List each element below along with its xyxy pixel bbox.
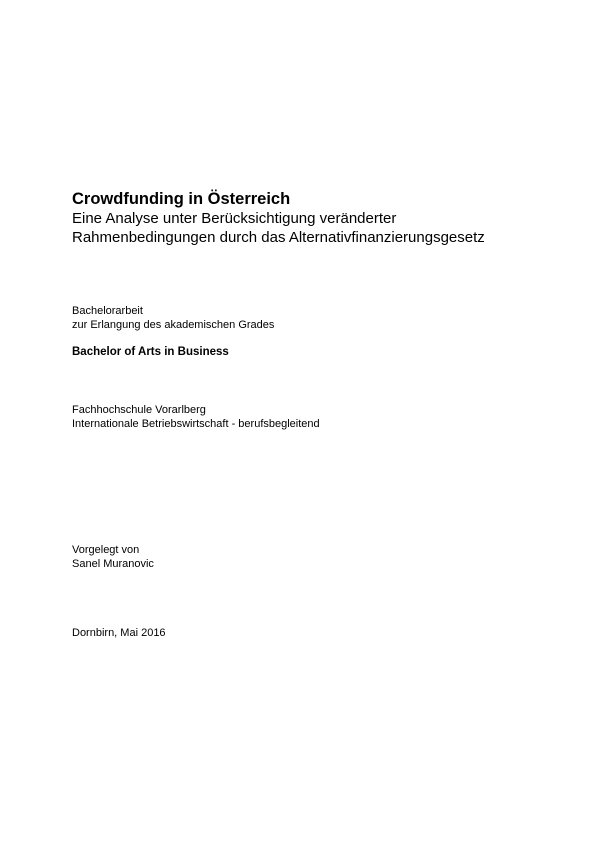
title-block (72, 189, 552, 247)
place-date-block (72, 626, 552, 640)
institution-name: Fachhochschule Vorarlberg (72, 404, 206, 416)
institution-block (72, 403, 552, 431)
document-subtitle-line-2: Rahmenbedingungen durch das Alternativfinanzierungsgesetz (72, 229, 485, 246)
document-subtitle-line-1: Eine Analyse unter Berücksichtigung veränderter (72, 210, 397, 227)
thesis-type-block (72, 304, 552, 332)
degree-name: Bachelor of Arts in Business (72, 346, 229, 358)
thesis-purpose: zur Erlangung des akademischen Grades (72, 319, 275, 331)
document-title: Crowdfunding in Österreich (72, 190, 291, 208)
place-date: Dornbirn, Mai 2016 (72, 627, 166, 639)
thesis-type: Bachelorarbeit (72, 305, 143, 317)
degree-block (72, 345, 552, 359)
author-block (72, 543, 552, 571)
author-name: Sanel Muranovic (72, 558, 154, 570)
author-label: Vorgelegt von (72, 544, 140, 556)
study-program: Internationale Betriebswirtschaft - berufsbegleitend (72, 418, 320, 430)
